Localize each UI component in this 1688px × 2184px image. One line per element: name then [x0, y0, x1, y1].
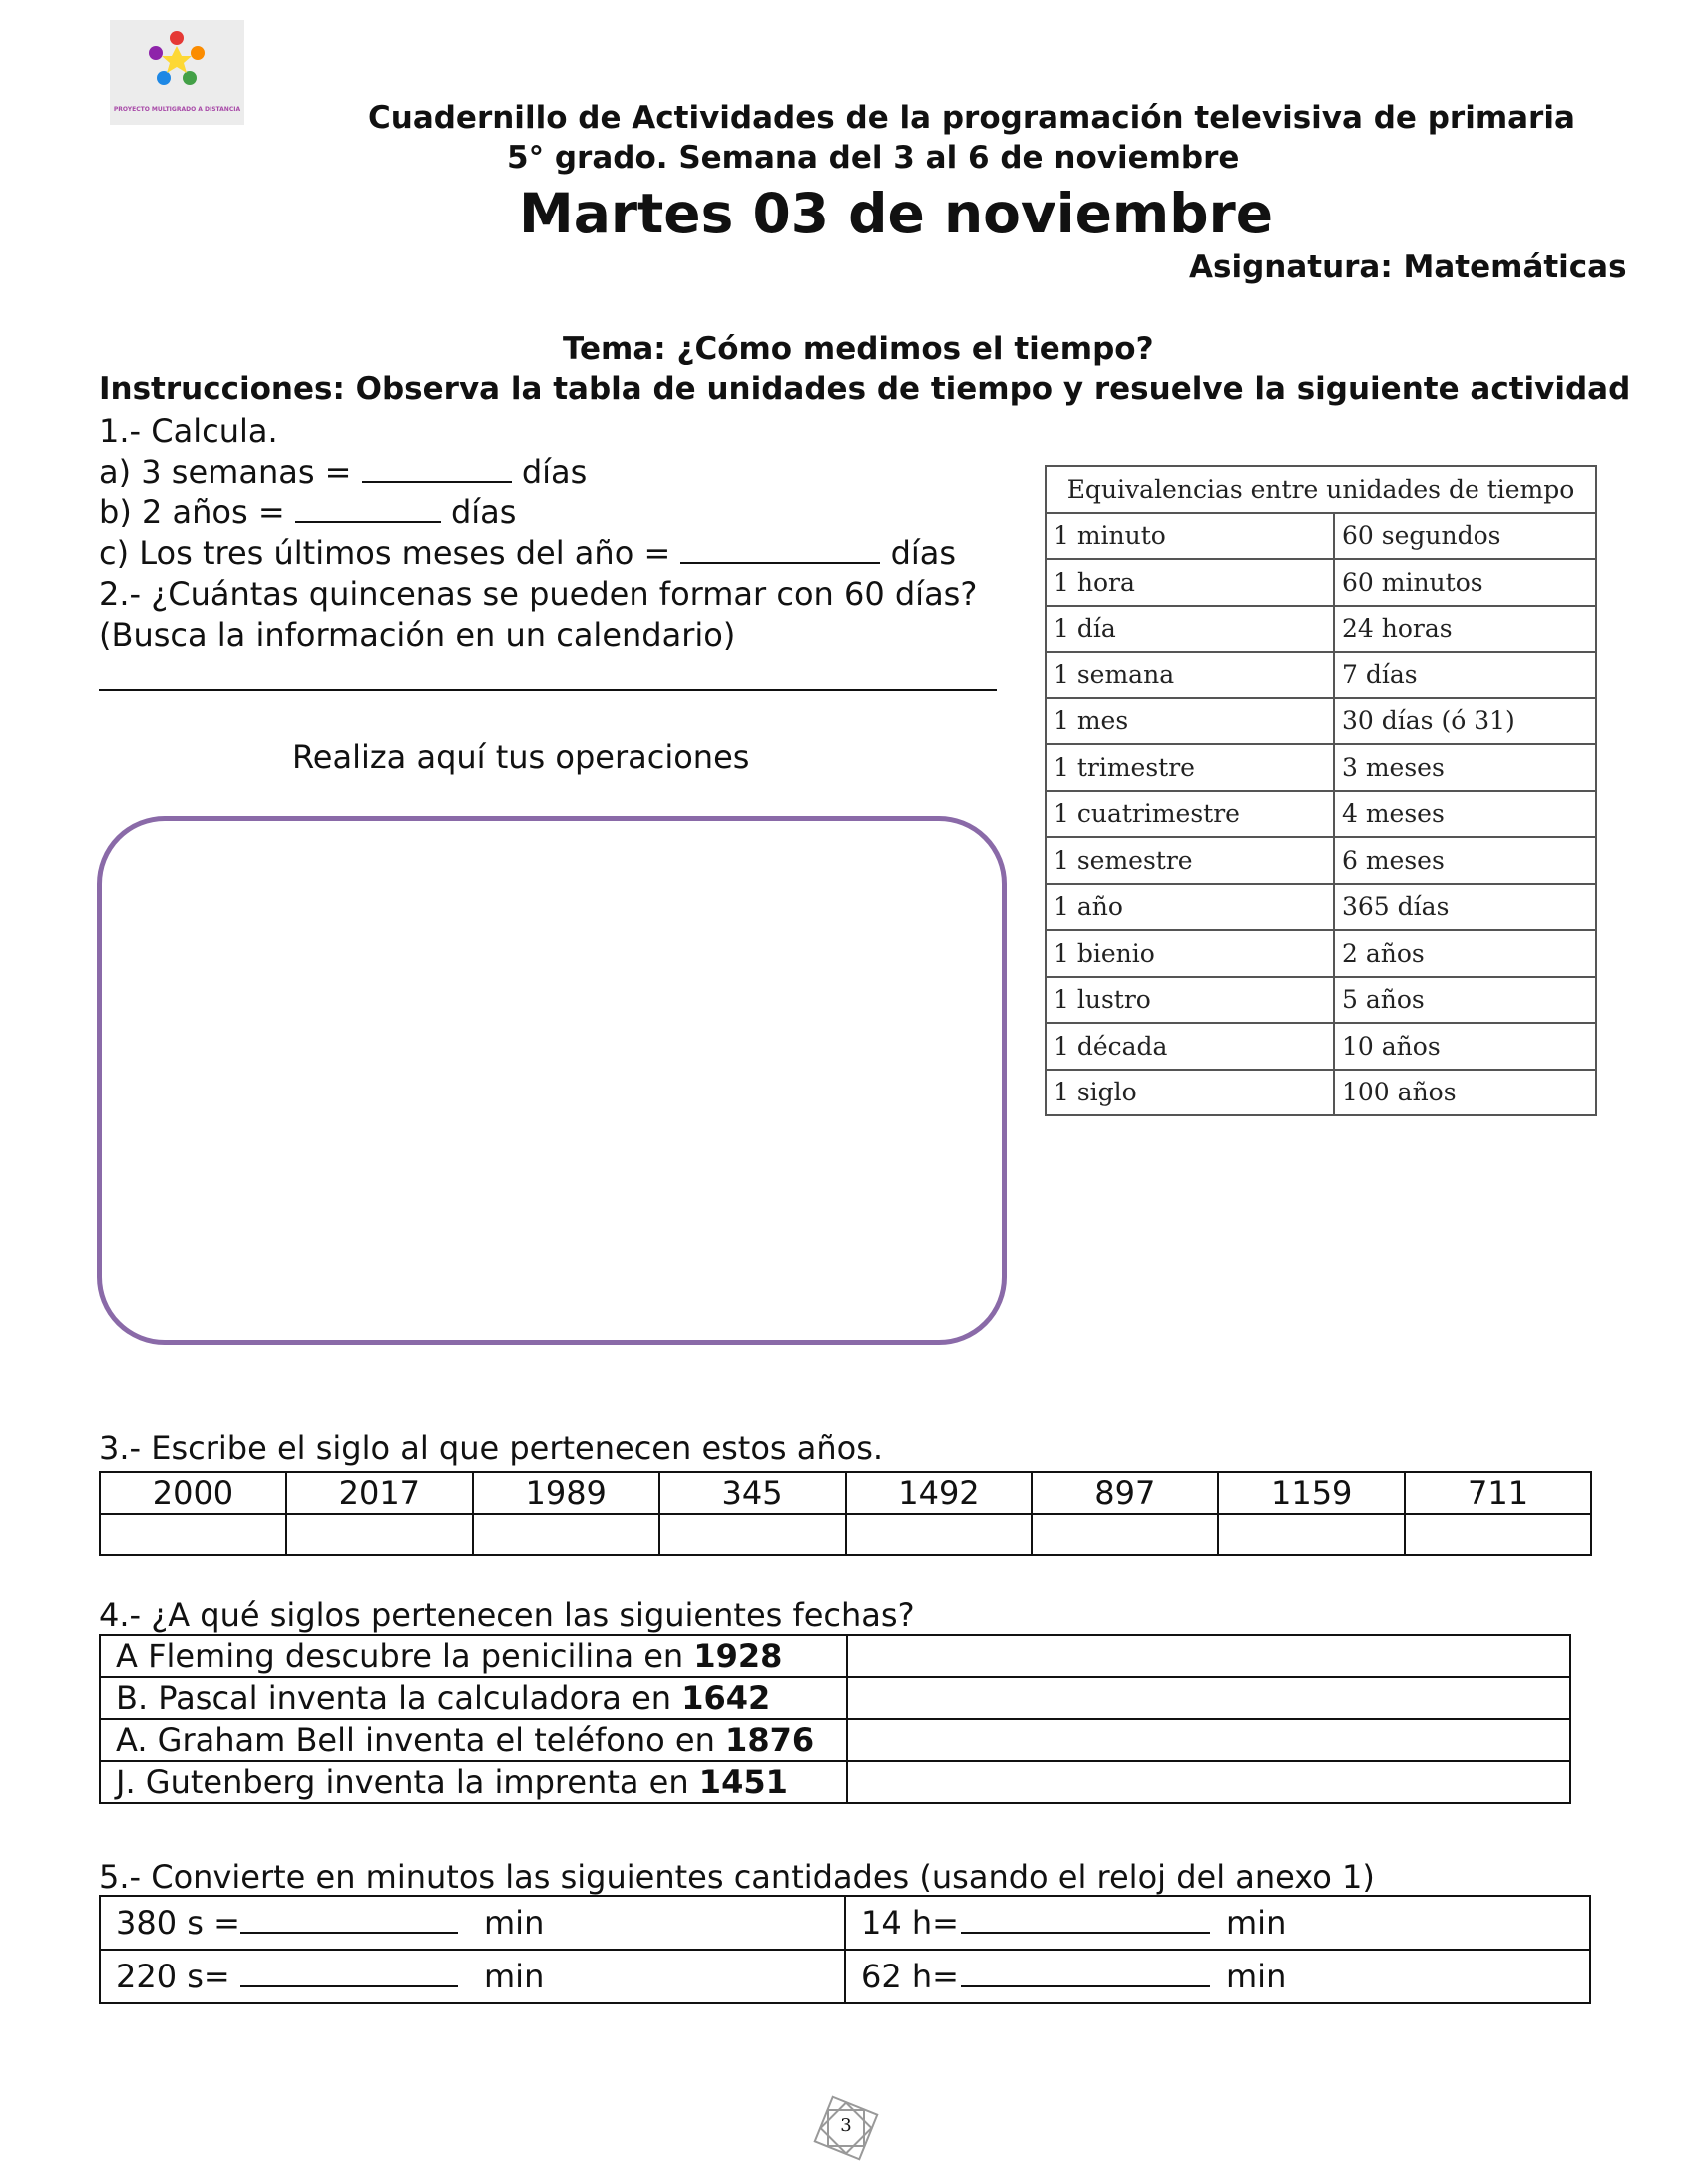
table-row [100, 1677, 1570, 1719]
year-cell: 1989 [473, 1472, 659, 1514]
table-row [1046, 652, 1596, 698]
table-row [1046, 744, 1596, 791]
years-table [99, 1471, 1592, 1556]
conversion-cell [845, 1896, 1590, 1950]
event-text: B. Pascal inventa la calculadora en [116, 1679, 682, 1717]
table-row [1046, 1023, 1596, 1070]
q5-title: 5.- Convierte en minutos las siguientes cantidades (usando el reloj del anexo 1) [99, 1858, 1375, 1896]
event-text: A Fleming descubre la penicilina en [116, 1637, 694, 1675]
unit-cell: 1 siglo [1046, 1070, 1334, 1116]
unit-cell: 1 hora [1046, 559, 1334, 606]
century-answer-cell[interactable] [847, 1761, 1570, 1803]
q4-title: 4.- ¿A qué siglos pertenecen las siguientes fechas? [99, 1596, 915, 1634]
value-cell: 3 meses [1334, 744, 1596, 791]
table-row [1046, 698, 1596, 745]
value-cell: 5 años [1334, 977, 1596, 1024]
q2-answer-line[interactable] [99, 689, 997, 691]
day-title: Martes 03 de noviembre [519, 182, 1274, 245]
unit-cell: 1 día [1046, 606, 1334, 653]
event-cell [100, 1635, 847, 1677]
century-answer-cell[interactable] [847, 1719, 1570, 1761]
value-cell: 30 días (ó 31) [1334, 698, 1596, 745]
table-row [1046, 606, 1596, 653]
value-cell: 100 años [1334, 1070, 1596, 1116]
century-answer-cell[interactable] [846, 1514, 1033, 1555]
quantity-label: 220 s= [116, 1958, 230, 1995]
table-row [100, 1950, 1590, 2003]
quantity-label: 62 h= [861, 1958, 959, 1995]
table-row [100, 1514, 1591, 1555]
table-row [1046, 559, 1596, 606]
unit-label: min [1226, 1904, 1287, 1942]
answer-blank[interactable] [240, 1910, 458, 1934]
event-cell [100, 1761, 847, 1803]
unit-cell: 1 minuto [1046, 513, 1334, 560]
header-subtitle: 5° grado. Semana del 3 al 6 de noviembre [507, 140, 1240, 176]
table-row [1046, 791, 1596, 838]
value-cell: 10 años [1334, 1023, 1596, 1070]
century-answer-cell[interactable] [847, 1677, 1570, 1719]
table-row [1046, 884, 1596, 931]
conversion-cell [100, 1950, 845, 2003]
table-row [100, 1719, 1570, 1761]
value-cell: 24 horas [1334, 606, 1596, 653]
century-answer-cell[interactable] [1405, 1514, 1591, 1555]
q1-a [99, 453, 587, 491]
equivalences-caption: Equivalencias entre unidades de tiempo [1046, 466, 1596, 513]
topic: Tema: ¿Cómo medimos el tiempo? [563, 331, 1154, 367]
q1-c-label: c) Los tres últimos meses del año = [99, 534, 671, 572]
logo-text: PROYECTO MULTIGRADO A DISTANCIA [113, 106, 241, 113]
century-answer-cell[interactable] [473, 1514, 659, 1555]
table-row [100, 1761, 1570, 1803]
q2-line1: 2.- ¿Cuántas quincenas se pueden formar con 60 días? [99, 575, 978, 613]
table-row [1046, 977, 1596, 1024]
year-cell: 2017 [286, 1472, 473, 1514]
value-cell: 60 segundos [1334, 513, 1596, 560]
table-row [1046, 837, 1596, 884]
year-cell: 1492 [846, 1472, 1033, 1514]
value-cell: 60 minutos [1334, 559, 1596, 606]
unit-cell: 1 año [1046, 884, 1334, 931]
value-cell: 6 meses [1334, 837, 1596, 884]
answer-blank[interactable] [961, 1964, 1210, 1987]
table-row [100, 1472, 1591, 1514]
century-answer-cell[interactable] [1032, 1514, 1218, 1555]
equivalences-table [1045, 465, 1597, 1116]
unit-cell: 1 cuatrimestre [1046, 791, 1334, 838]
page-number: 3 [840, 2115, 852, 2136]
unit-label: min [484, 1904, 545, 1942]
quantity-label: 14 h= [861, 1904, 959, 1942]
conversion-table [99, 1895, 1591, 2004]
logo [110, 20, 244, 125]
value-cell: 365 días [1334, 884, 1596, 931]
q1-b-unit: días [450, 493, 517, 531]
century-answer-cell[interactable] [847, 1635, 1570, 1677]
q2-line2: (Busca la información en un calendario) [99, 616, 736, 654]
table-row [100, 1635, 1570, 1677]
answer-blank[interactable] [961, 1910, 1210, 1934]
century-answer-cell[interactable] [1218, 1514, 1405, 1555]
q1-c-unit: días [890, 534, 957, 572]
q1-title: 1.- Calcula. [99, 412, 278, 450]
unit-cell: 1 mes [1046, 698, 1334, 745]
century-answer-cell[interactable] [659, 1514, 846, 1555]
event-year: 1876 [725, 1721, 815, 1759]
q1-b-answer[interactable] [295, 495, 441, 523]
instructions: Instrucciones: Observa la tabla de unidades de tiempo y resuelve la siguiente actividad [99, 371, 1631, 407]
event-year: 1642 [681, 1679, 771, 1717]
q1-b-label: b) 2 años = [99, 493, 285, 531]
table-row [1046, 1070, 1596, 1116]
conversion-cell [100, 1896, 845, 1950]
unit-cell: 1 lustro [1046, 977, 1334, 1024]
unit-cell: 1 semestre [1046, 837, 1334, 884]
century-answer-cell[interactable] [100, 1514, 286, 1555]
q1-a-label: a) 3 semanas = [99, 453, 352, 491]
work-area-box[interactable] [97, 816, 1007, 1345]
event-year: 1451 [698, 1763, 788, 1801]
unit-label: min [1226, 1958, 1287, 1995]
q1-a-answer[interactable] [362, 455, 512, 483]
logo-star-icon [110, 20, 244, 100]
year-cell: 897 [1032, 1472, 1218, 1514]
event-cell [100, 1677, 847, 1719]
event-text: J. Gutenberg inventa la imprenta en [116, 1763, 699, 1801]
header-title: Cuadernillo de Actividades de la programación televisiva de primaria [368, 100, 1575, 136]
page-number-ornament [806, 2093, 886, 2163]
conversion-cell [845, 1950, 1590, 2003]
value-cell: 4 meses [1334, 791, 1596, 838]
unit-cell: 1 trimestre [1046, 744, 1334, 791]
unit-cell: 1 semana [1046, 652, 1334, 698]
year-cell: 345 [659, 1472, 846, 1514]
table-row [100, 1896, 1590, 1950]
event-cell [100, 1719, 847, 1761]
unit-label: min [484, 1958, 545, 1995]
answer-blank[interactable] [240, 1964, 458, 1987]
year-cell: 2000 [100, 1472, 286, 1514]
q1-c [99, 534, 956, 572]
century-answer-cell[interactable] [286, 1514, 473, 1555]
q1-a-unit: días [521, 453, 588, 491]
table-row [1046, 513, 1596, 560]
year-cell: 1159 [1218, 1472, 1405, 1514]
value-cell: 2 años [1334, 930, 1596, 977]
quantity-label: 380 s = [116, 1904, 240, 1942]
work-area-label: Realiza aquí tus operaciones [292, 738, 750, 776]
q3-title: 3.- Escribe el siglo al que pertenecen estos años. [99, 1429, 884, 1467]
subject: Asignatura: Matemáticas [1189, 249, 1627, 285]
value-cell: 7 días [1334, 652, 1596, 698]
event-text: A. Graham Bell inventa el teléfono en [116, 1721, 726, 1759]
year-cell: 711 [1405, 1472, 1591, 1514]
event-year: 1928 [693, 1637, 783, 1675]
unit-cell: 1 bienio [1046, 930, 1334, 977]
dates-table [99, 1634, 1571, 1804]
q1-b [99, 493, 516, 531]
table-row [1046, 930, 1596, 977]
q1-c-answer[interactable] [680, 536, 880, 564]
unit-cell: 1 década [1046, 1023, 1334, 1070]
